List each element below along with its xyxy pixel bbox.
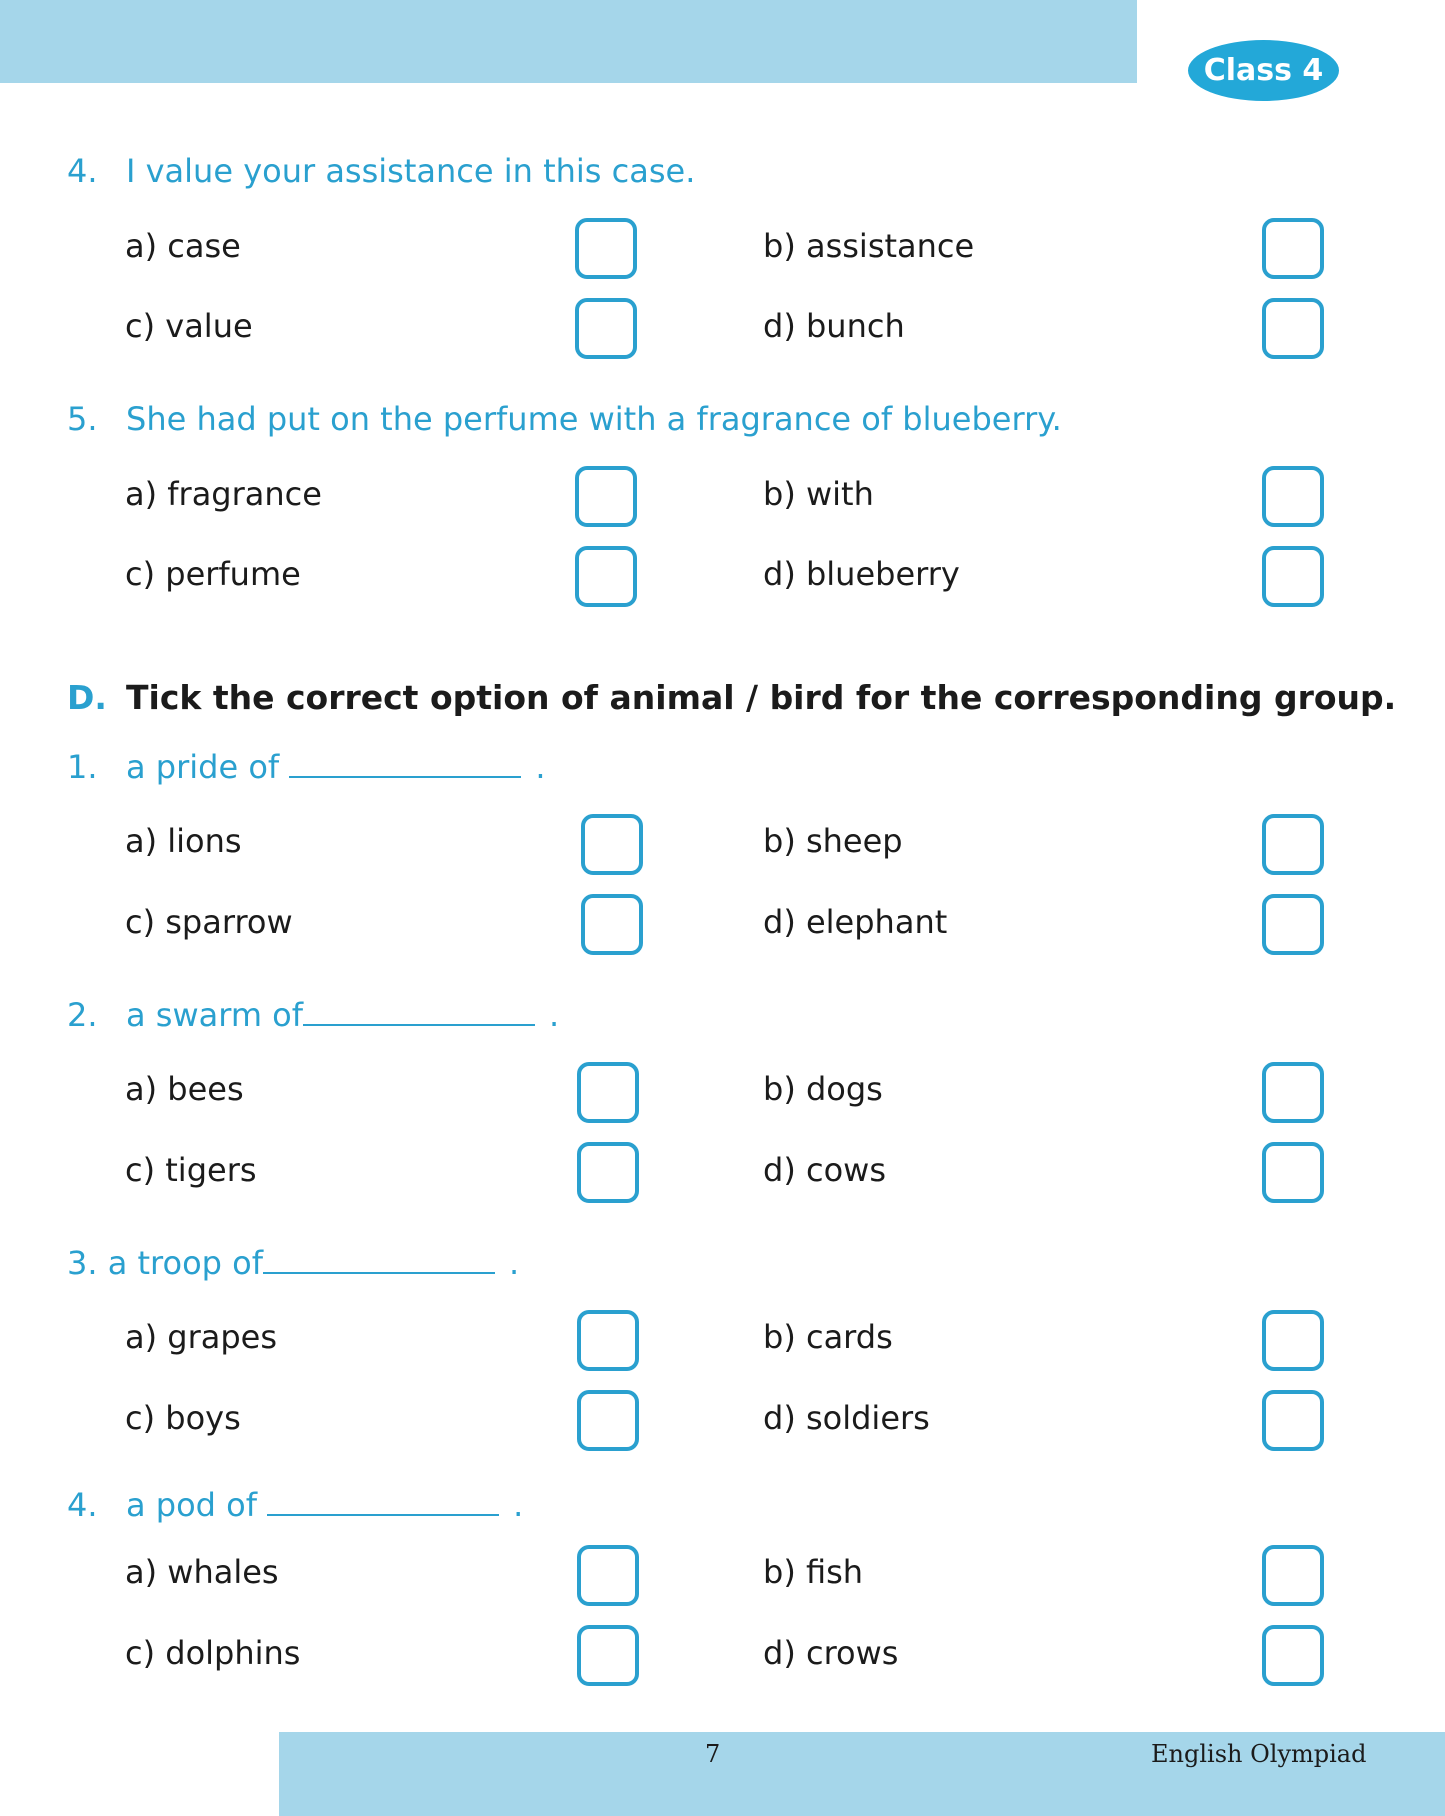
option-b: b) assistance (763, 227, 975, 265)
question-text: She had put on the perfume with a fragrance of blueberry. (126, 400, 1062, 438)
option-b: b) dogs (763, 1070, 883, 1108)
option-a: a) bees (125, 1070, 244, 1108)
checkbox-d4-a[interactable] (577, 1545, 639, 1606)
blank-period: . (549, 996, 560, 1034)
question-text: a swarm of (126, 996, 304, 1034)
checkbox-c4-b[interactable] (1262, 218, 1324, 279)
checkbox-d1-d[interactable] (1262, 894, 1324, 955)
checkbox-d3-c[interactable] (577, 1390, 639, 1451)
option-d: d) crows (763, 1634, 899, 1672)
checkbox-d2-a[interactable] (577, 1062, 639, 1123)
question-number: 2. (67, 996, 98, 1034)
option-c: c) value (125, 307, 253, 345)
option-b: b) cards (763, 1318, 893, 1356)
option-b: b) with (763, 475, 874, 513)
answer-blank (289, 750, 521, 778)
checkbox-d2-b[interactable] (1262, 1062, 1324, 1123)
checkbox-d3-a[interactable] (577, 1310, 639, 1371)
checkbox-c5-b[interactable] (1262, 466, 1324, 527)
option-d: d) elephant (763, 903, 948, 941)
answer-blank (267, 1488, 499, 1516)
blank-period: . (508, 1244, 520, 1282)
question-number: 1. (67, 748, 98, 786)
checkbox-d3-b[interactable] (1262, 1310, 1324, 1371)
page-number: 7 (705, 1740, 721, 1768)
checkbox-c5-c[interactable] (575, 546, 637, 607)
question-text: a troop of (107, 1244, 263, 1282)
option-c: c) tigers (125, 1151, 257, 1189)
checkbox-d4-c[interactable] (577, 1625, 639, 1686)
checkbox-d1-c[interactable] (581, 894, 643, 955)
question-text: I value your assistance in this case. (126, 152, 696, 190)
blank-period: . (513, 1486, 524, 1524)
question-number: 5. (67, 400, 98, 438)
question-number: 3. (67, 1244, 98, 1282)
option-c: c) boys (125, 1399, 241, 1437)
checkbox-d1-b[interactable] (1262, 814, 1324, 875)
option-a: a) case (125, 227, 241, 265)
checkbox-c4-a[interactable] (575, 218, 637, 279)
option-d: d) blueberry (763, 555, 960, 593)
option-a: a) grapes (125, 1318, 278, 1356)
checkbox-d1-a[interactable] (581, 814, 643, 875)
option-d: d) soldiers (763, 1399, 930, 1437)
option-a: a) whales (125, 1553, 279, 1591)
option-a: a) lions (125, 822, 242, 860)
answer-blank (303, 998, 535, 1026)
option-d: d) cows (763, 1151, 886, 1189)
class-badge: Class 4 (1188, 40, 1339, 101)
option-d: d) bunch (763, 307, 905, 345)
option-b: b) sheep (763, 822, 903, 860)
blank-period: . (535, 748, 546, 786)
checkbox-d4-d[interactable] (1262, 1625, 1324, 1686)
option-a: a) fragrance (125, 475, 322, 513)
checkbox-d2-c[interactable] (577, 1142, 639, 1203)
section-instruction: Tick the correct option of animal / bird for the corresponding group. (126, 678, 1397, 717)
checkbox-c4-c[interactable] (575, 298, 637, 359)
option-c: c) dolphins (125, 1634, 301, 1672)
option-b: b) fish (763, 1553, 864, 1591)
question-number: 4. (67, 152, 98, 190)
question-text: a pride of (126, 748, 280, 786)
footer-title: English Olympiad (1151, 1740, 1367, 1768)
checkbox-d4-b[interactable] (1262, 1545, 1324, 1606)
checkbox-c5-d[interactable] (1262, 546, 1324, 607)
answer-blank (263, 1246, 495, 1274)
option-c: c) perfume (125, 555, 301, 593)
checkbox-d2-d[interactable] (1262, 1142, 1324, 1203)
option-c: c) sparrow (125, 903, 293, 941)
header-band (0, 0, 1137, 83)
checkbox-d3-d[interactable] (1262, 1390, 1324, 1451)
checkbox-c5-a[interactable] (575, 466, 637, 527)
question-d3 (67, 1244, 519, 1282)
question-text: a pod of (126, 1486, 257, 1524)
section-letter: D. (67, 678, 107, 717)
checkbox-c4-d[interactable] (1262, 298, 1324, 359)
question-number: 4. (67, 1486, 98, 1524)
